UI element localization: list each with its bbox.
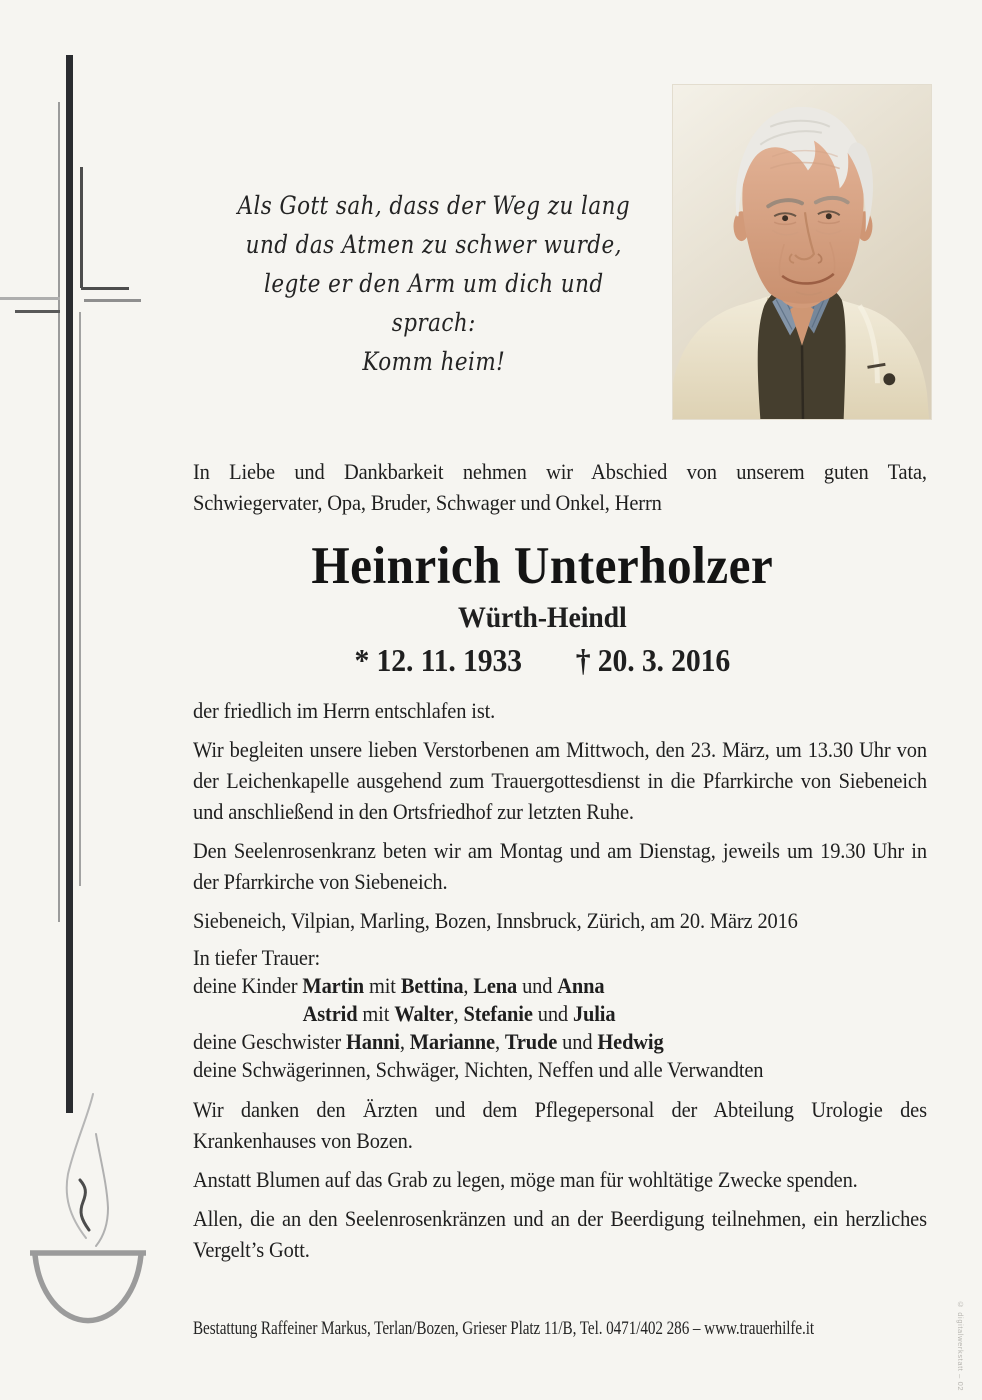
intro-line-1: In Liebe und Dankbarkeit nehmen wir Abschied von unserem guten Tata, (193, 459, 927, 484)
paragraph-rosenkranz: Den Seelenrosenkranz beten wir am Montag und am Dienstag, jeweils um 19.30 Uhr in der Pfarrkirche von Siebeneich. (193, 838, 927, 894)
poem-block (236, 186, 632, 381)
life-dates (193, 642, 927, 678)
family-line-verwandte: deine Schwägerinnen, Schwäger, Nichten, Neffen und alle Verwandten (193, 1057, 764, 1082)
maiden-name: Würth-Heindl (457, 601, 627, 634)
cross-line-lower-vertical (79, 312, 81, 886)
poem-line: Komm heim! (362, 347, 506, 376)
poem-line: legte er den Arm um dich und sprach: (264, 269, 604, 337)
birth-date: * 12. 11. 1933 (354, 642, 522, 678)
print-code: © digitalwerkstatt – 02 (956, 1300, 965, 1392)
paragraph-orte: Siebeneich, Vilpian, Marling, Bozen, Innsbruck, Zürich, am 20. März 2016 (193, 908, 798, 933)
candle-stem (66, 55, 73, 1113)
cross-line-left-vertical (58, 102, 60, 922)
funeral-home-footer: Bestattung Raffeiner Markus, Terlan/Bozen, Grieser Platz 11/B, Tel. 0471/402 286 – www.trauerhilfe.it (193, 1318, 815, 1339)
death-date: † 20. 3. 2016 (575, 642, 731, 678)
cross-arm-left-light (0, 297, 60, 300)
intro-line-2: Schwiegervater, Opa, Bruder, Schwager und Onkel, Herrn (193, 490, 662, 515)
trauer-heading: In tiefer Trauer: (193, 945, 321, 970)
paragraph-entschlafen: der friedlich im Herrn entschlafen ist. (193, 698, 496, 723)
paragraph-allen: Allen, die an den Seelenrosenkränzen und an der Beerdigung teilnehmen, ein herzliches Vergelt’s Gott. (193, 1206, 927, 1262)
paragraph-danke: Wir danken den Ärzten und dem Pflegepersonal der Abteilung Urologie des Krankenhauses von Bozen. (193, 1097, 927, 1153)
family-line-geschwister: deine Geschwister Hanni, Marianne, Trude und Hedwig (193, 1029, 664, 1054)
poem-line: und das Atmen zu schwer wurde, (245, 230, 622, 259)
cross-arm-right-dark (81, 287, 129, 290)
paragraph-begleiten: Wir begleiten unsere lieben Verstorbenen am Mittwoch, den 23. März, um 13.30 Uhr von der Leichenkapelle ausgehend zum Trauergottesdienst in die Pfarrkirche von Siebeneich und anschließend in den Ortsfriedhof zur letzten Ruhe. (193, 737, 927, 824)
deceased-name: Heinrich Unterholzer (311, 537, 774, 595)
poem-line: Als Gott sah, dass der Weg zu lang (237, 191, 631, 220)
cross-arm-left-dark (15, 310, 60, 313)
cross-line-right-vertical (80, 167, 83, 288)
mourning-family-list (193, 944, 927, 1084)
main-text-column (193, 456, 927, 1273)
bowl-icon (26, 1246, 150, 1340)
flame-icon (55, 1088, 115, 1248)
announcement-text (193, 695, 927, 1265)
paragraph-blumen: Anstatt Blumen auf das Grab zu legen, möge man für wohltätige Zwecke spenden. (193, 1167, 858, 1192)
family-line-astrid: Astrid mit Walter, Stefanie und Julia (302, 1001, 616, 1026)
family-line-kinder: deine Kinder Martin mit Bettina, Lena und Anna (193, 973, 605, 998)
cross-arm-right-gray (84, 299, 141, 302)
portrait-photo (672, 84, 932, 420)
